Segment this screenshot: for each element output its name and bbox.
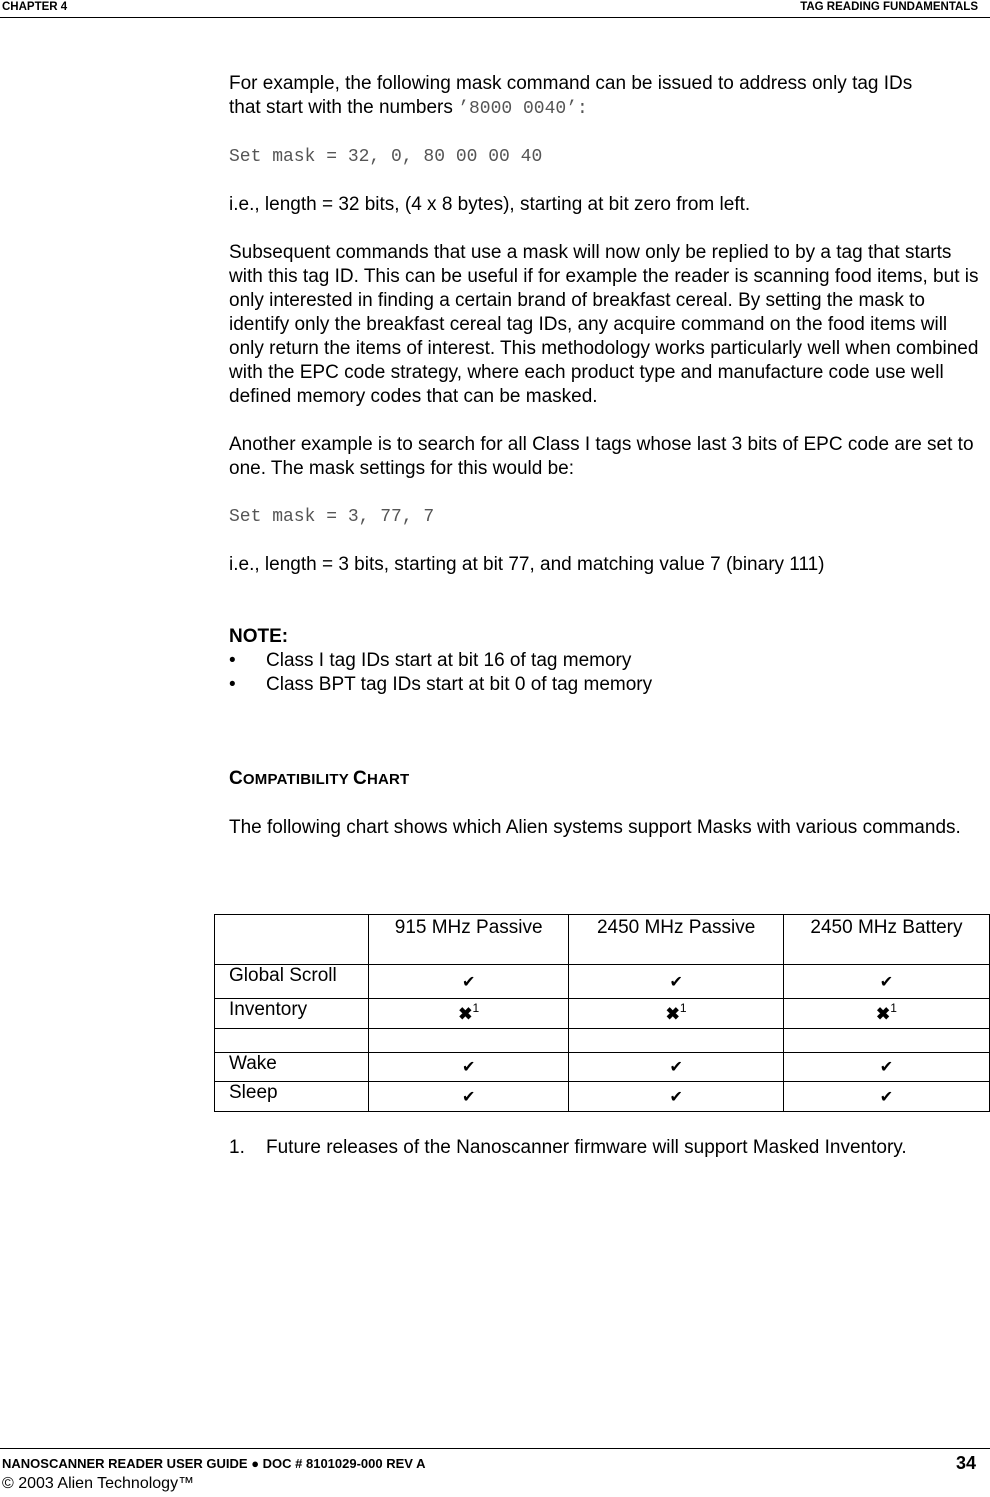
check-icon: ✔ xyxy=(669,1059,683,1076)
check-icon: ✔ xyxy=(879,1059,894,1076)
column-header: 915 MHz Passive xyxy=(369,915,569,965)
footnote-number: 1. xyxy=(229,1137,245,1158)
footnote-text: Future releases of the Nanoscanner firmware will support Masked Inventory. xyxy=(266,1137,907,1158)
row-label: Sleep xyxy=(215,1082,369,1112)
check-icon: ✔ xyxy=(461,973,476,991)
section-title: COMPATIBILITY CHART xyxy=(229,768,410,789)
paragraph-1: For example, the following mask command can be issued to address only tag IDs that start with the numbers ’8000 0040’: xyxy=(229,73,913,119)
inline-code: ’8000 0040’: xyxy=(458,99,588,119)
note-item: • Class BPT tag IDs start at bit 0 of tag memory xyxy=(229,673,984,697)
row-label: Wake xyxy=(215,1053,369,1082)
row-label: Global Scroll xyxy=(215,965,369,999)
note-list xyxy=(229,649,984,697)
code-sample-1: Set mask = 32, 0, 80 00 00 40 xyxy=(229,147,543,167)
column-header: 2450 MHz Battery xyxy=(783,915,989,965)
doc-title: NANOSCANNER READER USER GUIDE ● DOC # 8101029-000 REV A xyxy=(2,1456,426,1471)
page-footer xyxy=(0,1448,990,1492)
footnote-ref: 1 xyxy=(679,1001,687,1016)
table-row xyxy=(215,1053,990,1082)
table-header-row xyxy=(215,915,990,965)
page-header xyxy=(0,0,990,18)
check-icon: ✔ xyxy=(879,1088,894,1106)
check-icon: ✔ xyxy=(879,973,894,991)
compatibility-table xyxy=(214,914,990,1112)
cross-icon: ✖ xyxy=(458,1004,473,1024)
code-sample-2: Set mask = 3, 77, 7 xyxy=(229,507,435,527)
column-header: 2450 MHz Passive xyxy=(569,915,784,965)
table-row xyxy=(215,999,990,1029)
table-corner-cell xyxy=(215,915,369,965)
table-footnote xyxy=(229,1137,907,1159)
footnote-ref: 1 xyxy=(890,1001,897,1016)
check-icon: ✔ xyxy=(669,973,683,991)
table-row xyxy=(215,965,990,999)
section-intro: The following chart shows which Alien systems support Masks with various commands. xyxy=(229,817,961,838)
page-number: 34 xyxy=(955,1453,976,1473)
row-label xyxy=(215,1029,369,1053)
paragraph-4: Another example is to search for all Class I tags whose last 3 bits of EPC code are set to one. The mask settings for this would be: xyxy=(229,434,974,479)
row-label: Inventory xyxy=(215,999,369,1029)
note-item: • Class I tag IDs start at bit 16 of tag memory xyxy=(229,649,984,673)
chapter-label: CHAPTER 4 xyxy=(2,1,68,13)
note-title: NOTE: xyxy=(229,626,289,647)
section-label: TAG READING FUNDAMENTALS xyxy=(800,1,978,13)
check-icon: ✔ xyxy=(669,1088,683,1106)
table-row xyxy=(215,1082,990,1112)
paragraph-5: i.e., length = 3 bits, starting at bit 77, and matching value 7 (binary 111) xyxy=(229,554,825,575)
main-content xyxy=(229,72,984,840)
check-icon: ✔ xyxy=(461,1059,476,1076)
footnote-ref: 1 xyxy=(472,1001,480,1016)
cross-icon: ✖ xyxy=(665,1004,680,1024)
paragraph-2: i.e., length = 32 bits, (4 x 8 bytes), starting at bit zero from left. xyxy=(229,194,751,215)
paragraph-3: Subsequent commands that use a mask will now only be replied to by a tag that starts with this tag ID. This can be useful if for example the reader is scanning food items, but is only interested in finding a certain brand of breakfast cereal. By setting the mask to identify only the breakfast cereal tag IDs, any acquire command on the food items will only return the items of interest. This methodology works particularly well when combined with the EPC code strategy, where each product type and manufacture code use well defined memory codes that can be masked. xyxy=(229,242,979,407)
table-row xyxy=(215,1029,990,1053)
check-icon: ✔ xyxy=(461,1088,476,1106)
copyright: © 2003 Alien Technology™ xyxy=(2,1475,195,1492)
cross-icon: ✖ xyxy=(876,1004,891,1024)
